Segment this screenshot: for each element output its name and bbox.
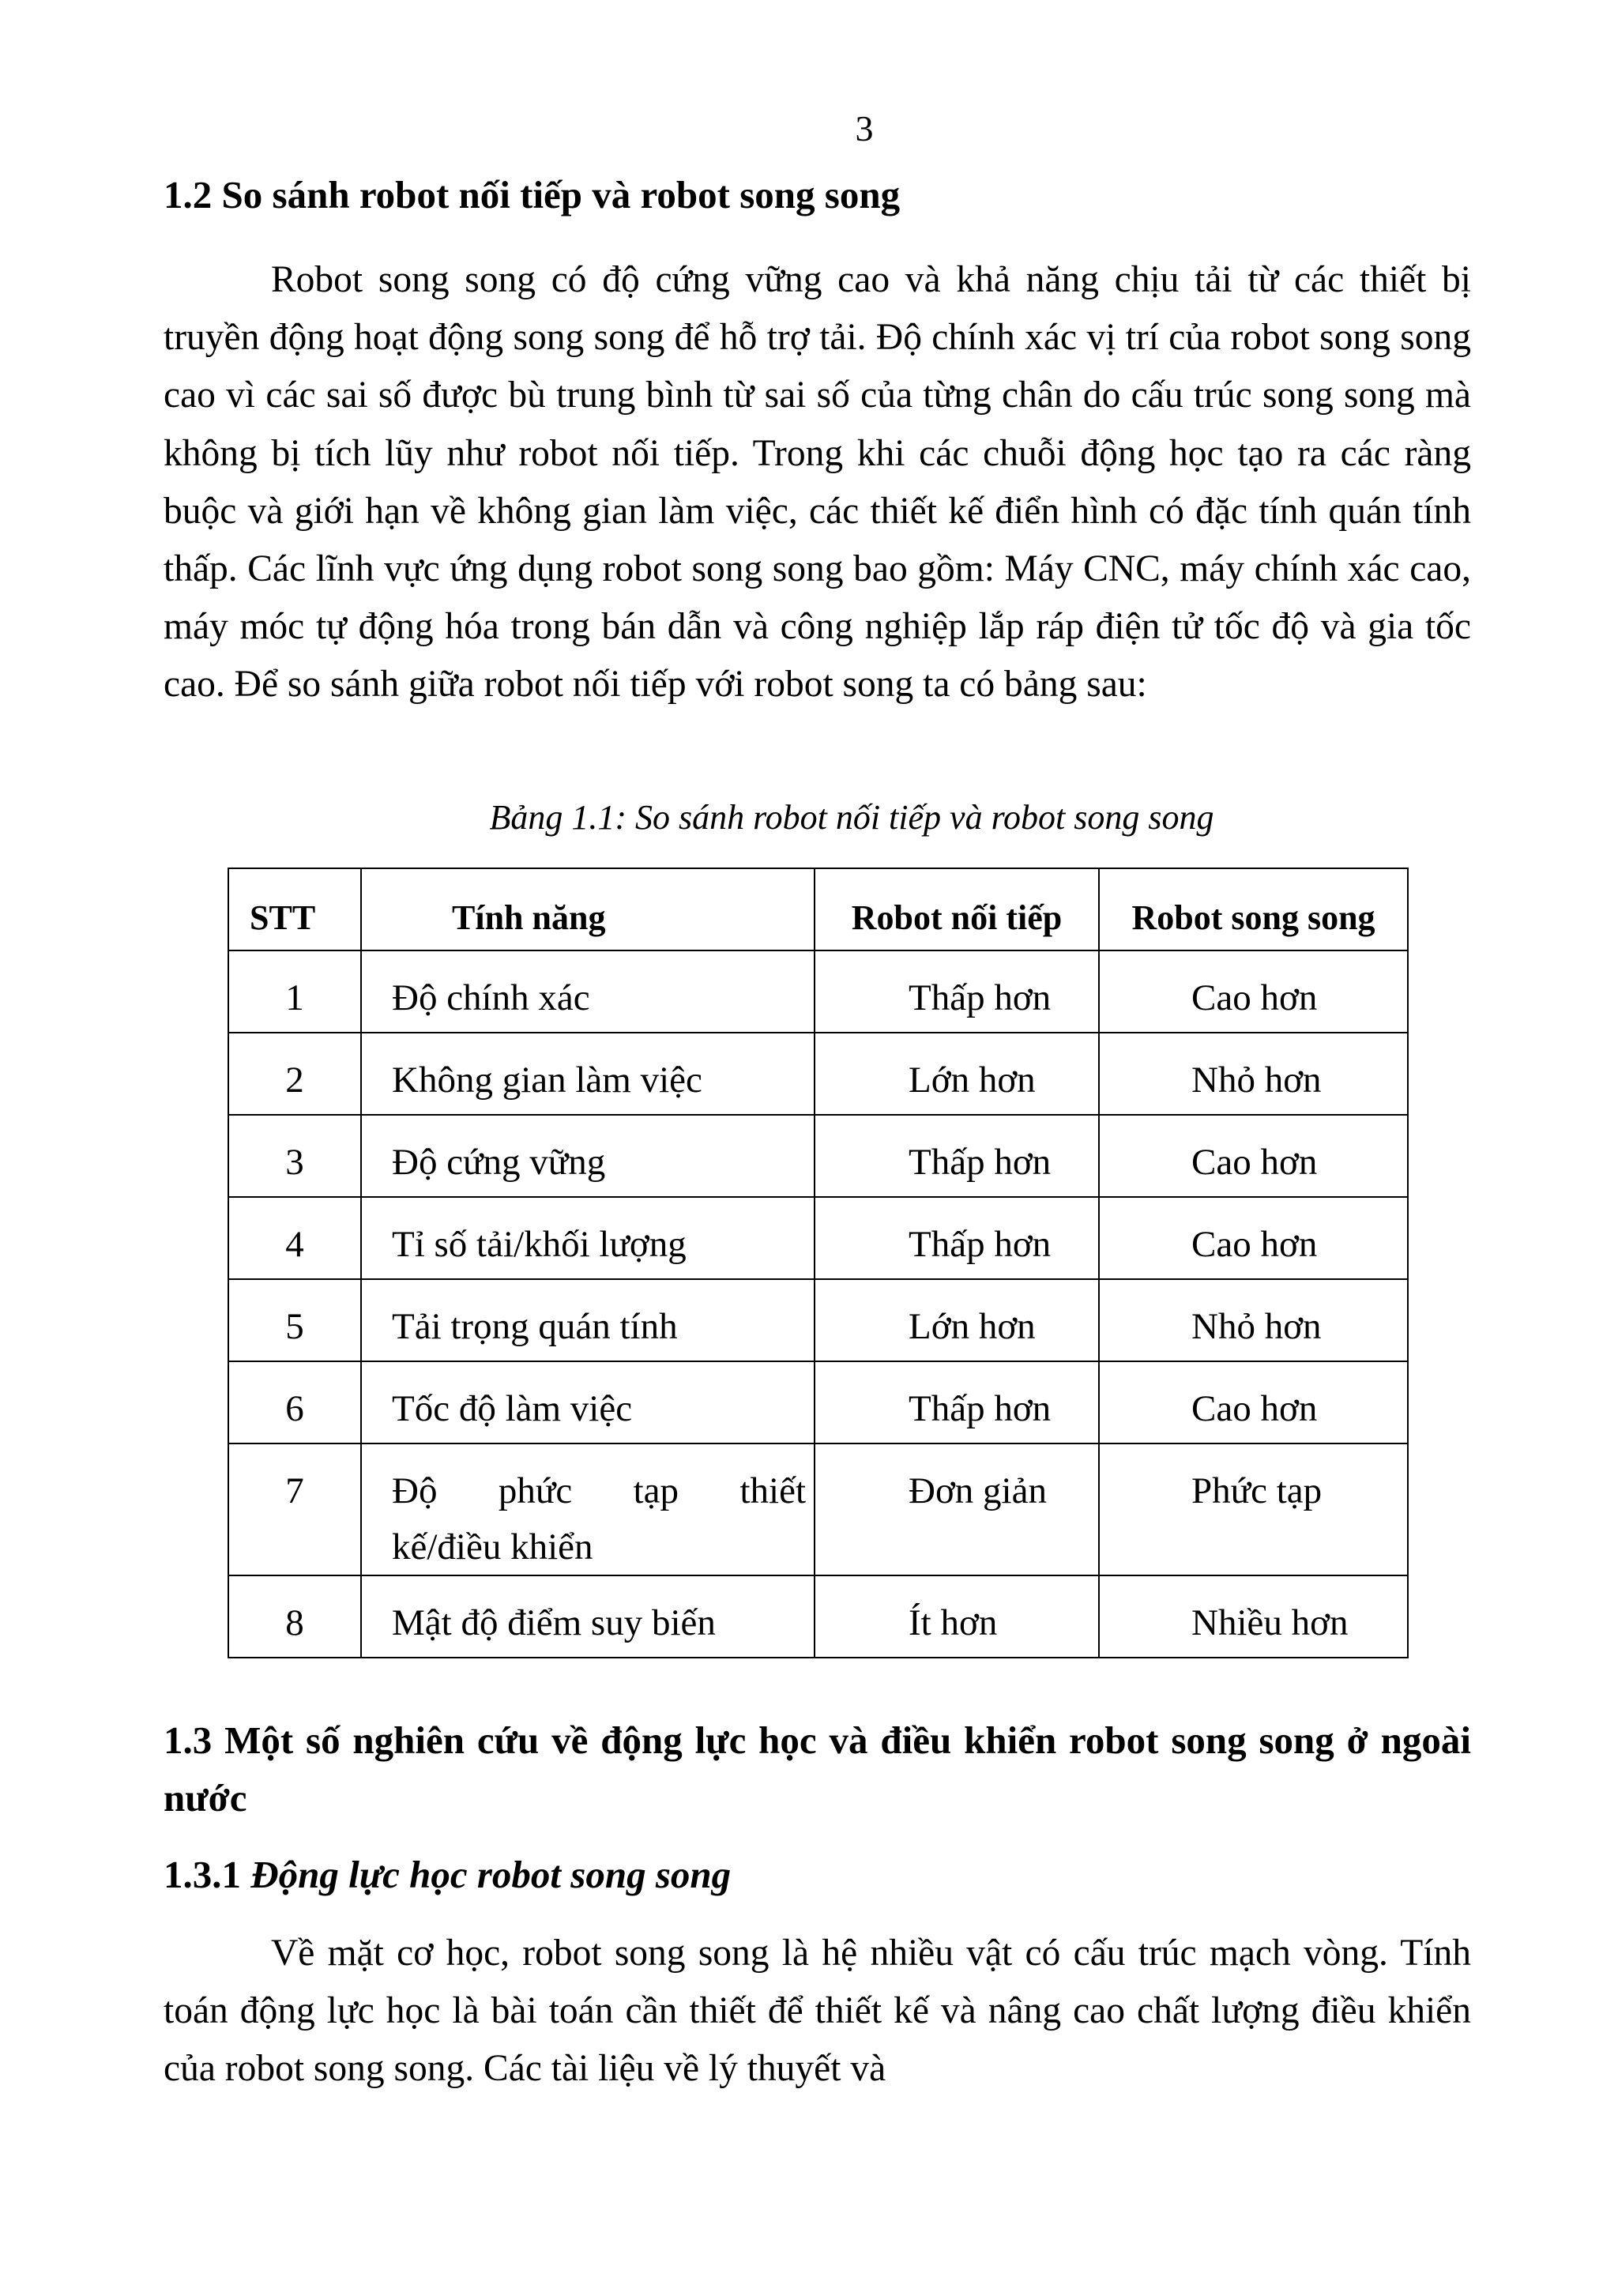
cell-stt: 5	[228, 1279, 361, 1361]
cell-serial: Thấp hơn	[815, 1197, 1099, 1279]
cell-parallel: Nhỏ hơn	[1099, 1033, 1408, 1115]
header-serial: Robot nối tiếp	[815, 868, 1099, 950]
cell-parallel: Cao hơn	[1099, 1361, 1408, 1443]
cell-feature	[361, 1443, 815, 1575]
cell-parallel: Cao hơn	[1099, 1197, 1408, 1279]
section-title: Động lực học robot song song	[250, 1853, 732, 1896]
cell-stt: 2	[228, 1033, 361, 1115]
cell-feature: Không gian làm việc	[361, 1033, 815, 1115]
header-feature: Tính năng	[361, 868, 815, 950]
cell-serial: Thấp hơn	[815, 1361, 1099, 1443]
cell-feature-line-1: Độ phức tạp thiết	[392, 1470, 806, 1511]
section-1-2-paragraph: Robot song song có độ cứng vững cao và khả năng chịu tải từ các thiết bị truyền động hoạt động song song để hỗ trợ tải. Độ chính xác vị trí của robot song song cao vì các sai số được bù trung bình từ sai số của từng chân do cấu trúc song song mà không bị tích lũy như robot nối tiếp. Trong khi các chuỗi động học tạo ra các ràng buộc và giới hạn về không gian làm việc, các thiết kế điển hình có đặc tính quán tính thấp. Các lĩnh vực ứng dụng robot song song bao gồm: Máy CNC, máy chính xác cao, máy móc tự động hóa trong bán dẫn và công nghiệp lắp ráp điện tử tốc độ và gia tốc cao. Để so sánh giữa robot nối tiếp với robot song ta có bảng sau:	[164, 259, 1471, 706]
cell-feature: Tỉ số tải/khối lượng	[361, 1197, 815, 1279]
cell-feature-line-2: kế/điều khiển	[392, 1526, 593, 1568]
cell-parallel: Nhỏ hơn	[1099, 1279, 1408, 1361]
table-row	[228, 1361, 1408, 1443]
section-heading-1-3: 1.3 Một số nghiên cứu về động lực học và điều khiển robot song song ở ngoài nước	[164, 1718, 1471, 1820]
cell-serial: Ít hơn	[815, 1575, 1099, 1658]
section-1-3-1-paragraph: Về mặt cơ học, robot song song là hệ nhiều vật có cấu trúc mạch vòng. Tính toán động lực học là bài toán cần thiết để thiết kế và nâng cao chất lượng điều khiển của robot song song. Các tài liệu về lý thuyết và	[164, 1933, 1471, 2090]
table-caption: Bảng 1.1: So sánh robot nối tiếp và robot song song	[489, 798, 1214, 837]
table-row	[228, 1443, 1408, 1575]
section-number: 1.3.1	[164, 1853, 241, 1896]
table-row	[228, 1197, 1408, 1279]
cell-parallel: Cao hơn	[1099, 950, 1408, 1033]
cell-stt: 6	[228, 1361, 361, 1443]
cell-serial: Thấp hơn	[815, 950, 1099, 1033]
cell-serial: Thấp hơn	[815, 1115, 1099, 1197]
page-number: 3	[855, 108, 874, 149]
table-row	[228, 1575, 1408, 1658]
cell-stt: 1	[228, 950, 361, 1033]
header-stt: STT	[228, 868, 361, 950]
table-row	[228, 1115, 1408, 1197]
cell-stt: 7	[228, 1443, 361, 1575]
cell-parallel: Phức tạp	[1099, 1443, 1408, 1575]
table-header-row	[228, 868, 1408, 950]
cell-serial: Lớn hơn	[815, 1033, 1099, 1115]
comparison-table	[228, 868, 1409, 1658]
cell-feature: Mật độ điểm suy biến	[361, 1575, 815, 1658]
header-parallel: Robot song song	[1099, 868, 1408, 950]
cell-parallel: Nhiều hơn	[1099, 1575, 1408, 1658]
cell-stt: 3	[228, 1115, 361, 1197]
cell-feature: Tốc độ làm việc	[361, 1361, 815, 1443]
cell-serial: Đơn giản	[815, 1443, 1099, 1575]
cell-serial: Lớn hơn	[815, 1279, 1099, 1361]
section-heading-1-3-1	[164, 1846, 731, 1904]
cell-stt: 8	[228, 1575, 361, 1658]
section-heading-1-2: 1.2 So sánh robot nối tiếp và robot song song	[164, 173, 901, 216]
table-row	[228, 950, 1408, 1033]
cell-feature: Độ cứng vững	[361, 1115, 815, 1197]
table-row	[228, 1279, 1408, 1361]
table-row	[228, 1033, 1408, 1115]
cell-feature: Độ chính xác	[361, 950, 815, 1033]
cell-feature: Tải trọng quán tính	[361, 1279, 815, 1361]
cell-stt: 4	[228, 1197, 361, 1279]
cell-parallel: Cao hơn	[1099, 1115, 1408, 1197]
